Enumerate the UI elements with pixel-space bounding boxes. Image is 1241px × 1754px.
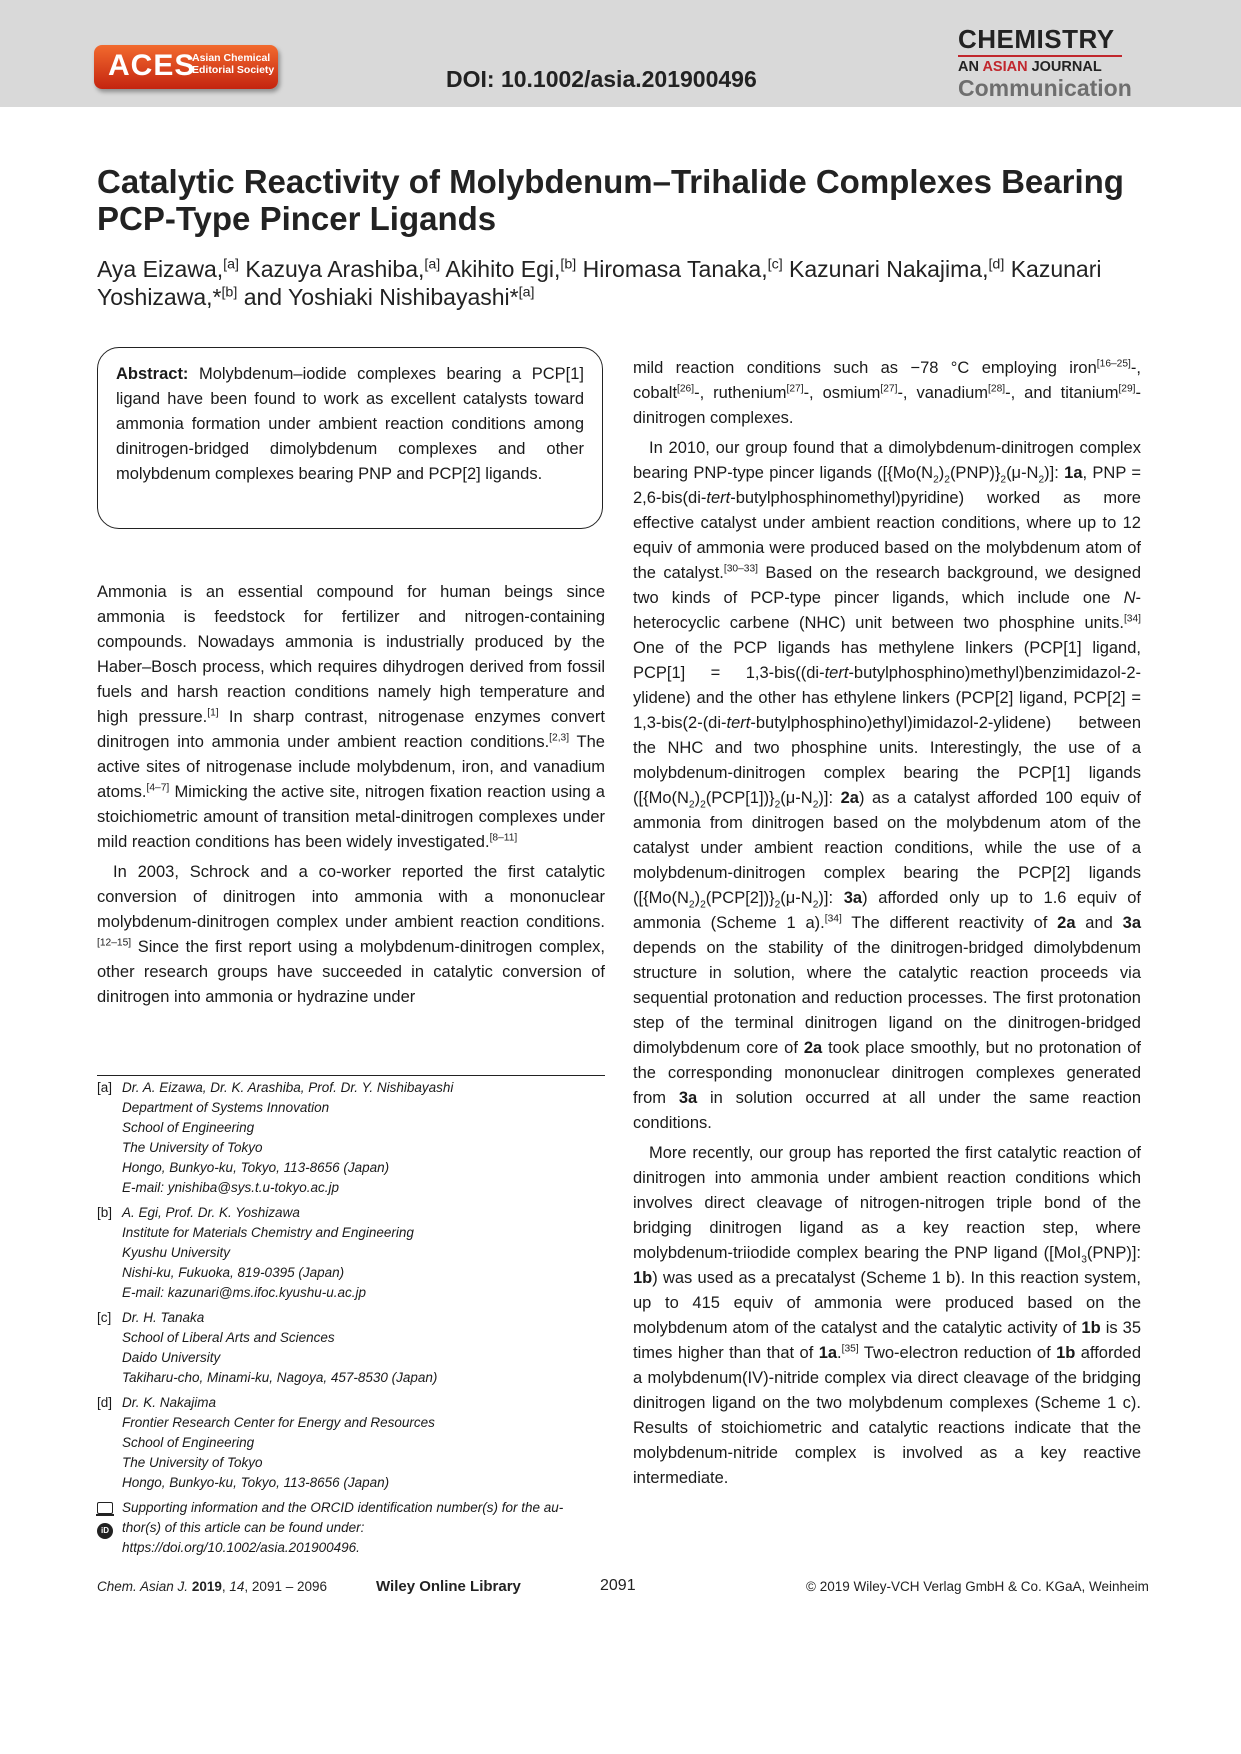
text-run: -, cobalt — [633, 359, 1141, 402]
footnote-rule — [97, 1075, 605, 1076]
text-run: (PCP[1])} — [705, 789, 775, 807]
affiliations — [97, 1078, 605, 1558]
compound-label: 3a — [678, 1089, 698, 1107]
abstract-label: Abstract: — [116, 365, 189, 383]
affiliation-item — [97, 1308, 605, 1388]
text-run: (μ-N — [780, 889, 813, 907]
author-name: Kazuya Arashiba, — [245, 256, 425, 282]
supporting-line: Supporting information and the ORCID identification number(s) for the au- — [122, 1500, 564, 1515]
affiliation-line: Frontier Research Center for Energy and Resources — [122, 1415, 435, 1430]
doi[interactable]: DOI: 10.1002/asia.201900496 — [446, 66, 757, 92]
text-run: is 35 times higher than that of — [633, 1319, 1141, 1362]
author-name: Aya Eizawa, — [97, 256, 224, 282]
page-number: 2091 — [600, 1577, 636, 1594]
aces-logo — [94, 45, 278, 89]
text-run: took place smoothly, but no protonation of the corresponding mononuclear dinitrogen complexes generated from — [633, 1039, 1141, 1107]
text-run: The active sites of nitrogenase include molybdenum, iron, and vanadium atoms. — [97, 733, 605, 801]
italic-text: tert — [706, 489, 731, 507]
text-run: -, and titanium — [1005, 384, 1119, 402]
text-run: One of the PCP ligands has methylene linkers (PCP[1] ligand, PCP[1] = 1,3-bis((di- — [633, 639, 1141, 682]
paragraph — [633, 436, 1141, 1136]
text-run: . — [837, 1344, 842, 1362]
supporting-link[interactable]: https://doi.org/10.1002/asia.201900496. — [122, 1540, 360, 1555]
italic-text: tert — [824, 664, 849, 682]
text-run: ) — [694, 789, 701, 807]
author-name: and Yoshiaki Nishibayashi* — [243, 284, 519, 310]
text-run: The different reactivity of — [841, 914, 1058, 932]
affiliation-label: [b] — [97, 1205, 113, 1220]
affiliation-line: Dr. K. Nakajima — [122, 1395, 217, 1410]
journal-subtitle: AN ASIAN JOURNAL — [958, 59, 1102, 75]
aces-logo-text: ACES — [108, 49, 196, 82]
citation-ref: [1] — [207, 707, 219, 719]
citation-ref: [34] — [1123, 613, 1141, 625]
affiliation-line: Department of Systems Innovation — [122, 1100, 330, 1115]
affiliation-mark: [d] — [988, 256, 1005, 273]
text-run: afforded a molybdenum(IV)-nitride complex via direct cleavage of the bridging dinitrogen ligand on the two molybdenum complexes (Scheme 1 c). Results of stoichiometric and catalytic reactions indicate that the molybdenum-nitride complex is involved as a key reactive intermediate. — [633, 1344, 1141, 1487]
affiliation-line: School of Liberal Arts and Sciences — [122, 1330, 335, 1345]
text-run: In sharp contrast, nitrogenase enzymes convert dinitrogen into ammonia under ambient reaction conditions. — [97, 708, 605, 751]
citation-ref: [34] — [824, 913, 842, 925]
compound-label: 2a — [803, 1039, 823, 1057]
compound-label: 2a — [1057, 914, 1076, 932]
text-run: ) was used as a precatalyst (Scheme 1 b). In this reaction system, up to 415 equiv of ammonia were produced based on the molybdenum atom of the catalyst and the catalytic activity of — [633, 1269, 1141, 1337]
author-name: Hiromasa Tanaka, — [582, 256, 768, 282]
citation-ref: [4–7] — [146, 782, 170, 794]
subscript: 2 — [700, 899, 706, 911]
compound-label: 2a — [840, 789, 859, 807]
citation-ref: [12–15] — [97, 937, 132, 949]
text-run: )]: — [818, 789, 841, 807]
wiley-online-library-link[interactable]: Wiley Online Library — [376, 1578, 521, 1595]
article-title: Catalytic Reactivity of Molybdenum–Trihalide Complexes Bearing PCP-Type Pincer Ligands — [97, 163, 1124, 237]
text-run: -dinitrogen complexes. — [633, 384, 1141, 427]
text-run: depends on the stability of the dinitrogen-bridged dimolybdenum structure in solution, where the catalytic reaction proceeds via sequential protonation and reduction processes. The first protonation step of the terminal dinitrogen ligand on the dinitrogen-bridged dimolybdenum core of — [633, 939, 1141, 1057]
affiliation-line: A. Egi, Prof. Dr. K. Yoshizawa — [122, 1205, 300, 1220]
text-run: -, ruthenium — [694, 384, 787, 402]
affiliation-line: Kyushu University — [122, 1245, 231, 1260]
journal-name: CHEMISTRY — [958, 24, 1115, 54]
citation-ref: [16–25] — [1096, 358, 1131, 370]
affiliation-item — [97, 1203, 605, 1303]
compound-label: 1a — [1064, 464, 1083, 482]
italic-text: tert — [726, 714, 751, 732]
abstract-text: Abstract: Molybdenum–iodide complexes bearing a PCP[1] ligand have been found to work as excellent catalysts toward ammonia formation under ambient reaction conditions among dinitrogen-bridged dimolybdenum complexes and other molybdenum complexes bearing PNP and PCP[2] ligands. — [116, 365, 585, 483]
affiliation-line: Takiharu-cho, Minami-ku, Nagoya, 457-8530 (Japan) — [122, 1370, 438, 1385]
citation-ref: [2,3] — [549, 732, 570, 744]
text-run: -, osmium — [803, 384, 881, 402]
text-run: ) as a catalyst afforded 100 equiv of ammonia from dinitrogen based on the molybdenum atom of the catalyst under ambient reaction conditions, while the use of a molybdenum-dinitrogen complex bearing the PCP[2] ligands ([{Mo(N — [633, 789, 1142, 907]
affiliation-mark: [b] — [221, 284, 238, 301]
affiliation-line: Nishi-ku, Fukuoka, 819-0395 (Japan) — [122, 1265, 345, 1280]
author-name: Kazunari Nakajima, — [789, 256, 989, 282]
affiliation-line: The University of Tokyo — [122, 1455, 263, 1470]
text-run: -butylphosphinomethyl)pyridine) worked as more effective catalyst under ambient reaction conditions, where up to 12 equiv of ammonia were produced based on the molybdenum atom of the catalyst. — [633, 489, 1141, 582]
paragraph — [97, 580, 605, 855]
affiliation-item — [97, 1393, 605, 1493]
author-list — [97, 255, 1137, 311]
text-run: Two-electron reduction of — [858, 1344, 1057, 1362]
computer-icon — [97, 1502, 113, 1514]
compound-label: 1b — [1081, 1319, 1101, 1337]
text-run: -, vanadium — [897, 384, 989, 402]
journal-rule — [958, 55, 1122, 57]
text-run: Ammonia is an essential compound for human beings since ammonia is feedstock for fertilizer and nitrogen-containing compounds. Nowadays ammonia is industrially produced by the Haber–Bosch process, which requires dihydrogen derived from fossil fuels and harsh reaction conditions namely high temperature and high pressure. — [97, 583, 605, 726]
affiliation-line: Institute for Materials Chemistry and Engineering — [122, 1225, 414, 1240]
citation-ref: [28] — [988, 383, 1006, 395]
text-run: in solution occurred at all under the same reaction conditions. — [633, 1089, 1141, 1132]
affiliation-item — [97, 1078, 605, 1198]
compound-label: 3a — [843, 889, 863, 907]
text-run: Since the first report using a molybdenum-dinitrogen complex, other research groups have succeeded in catalytic conversion of dinitrogen into ammonia or hydrazine under — [97, 938, 605, 1006]
citation-ref: [27] — [880, 383, 898, 395]
subscript: 2 — [688, 799, 695, 811]
citation-ref: [35] — [841, 1343, 859, 1355]
affiliation-mark: [a] — [424, 256, 441, 273]
text-run: mild reaction conditions such as −78 °C employing iron — [633, 359, 1097, 377]
article-type: Communication — [958, 75, 1132, 101]
compound-label: 1b — [1056, 1344, 1076, 1362]
text-run: , PNP = 2,6-bis(di- — [633, 464, 1141, 507]
aces-society-name: Asian Chemical Editorial Society — [192, 52, 275, 76]
author-name: Akihito Egi, — [445, 256, 561, 282]
paragraph — [633, 356, 1141, 431]
body-right-column — [633, 356, 1141, 1496]
text-run: Based on the research background, we designed two kinds of PCP-type pincer ligands, which include one — [633, 564, 1141, 607]
text-run: ) — [938, 464, 945, 482]
text-run: and — [1075, 914, 1123, 932]
affiliation-line: Dr. A. Eizawa, Dr. K. Arashiba, Prof. Dr. Y. Nishibayashi — [122, 1080, 454, 1095]
subscript: 2 — [944, 474, 950, 486]
email-link[interactable]: E-mail: kazunari@ms.ifoc.kyushu-u.ac.jp — [122, 1285, 367, 1300]
citation-ref: [27] — [786, 383, 804, 395]
citation-ref: [8–11] — [489, 832, 518, 844]
affiliation-mark: [c] — [767, 256, 783, 273]
affiliation-label: [c] — [97, 1310, 112, 1325]
author-name: Kazunari Yoshizawa,* — [97, 256, 1102, 310]
citation-ref: [26] — [677, 383, 695, 395]
compound-label: 1a — [818, 1344, 838, 1362]
text-run: In 2010, our group found that a dimolybdenum-dinitrogen complex bearing PNP-type pincer ligands ([{Mo(N — [633, 439, 1141, 482]
text-run: Mimicking the active site, nitrogen fixation reaction using a stoichiometric amount of transition metal-dinitrogen complexes under mild reaction conditions has been widely investigated. — [97, 783, 605, 851]
text-run: (PCP[2])} — [705, 889, 775, 907]
subscript: 2 — [812, 899, 819, 911]
affiliation-line: School of Engineering — [122, 1435, 255, 1450]
paragraph — [97, 860, 605, 1010]
text-run: )]: — [818, 889, 844, 907]
citation-ref: [29] — [1118, 383, 1136, 395]
subscript: 2 — [774, 899, 781, 911]
text-run: ) afforded only up to 1.6 equiv of ammonia (Scheme 1 a). — [633, 889, 1142, 932]
text-run: More recently, our group has reported the first catalytic reaction of dinitrogen into ammonia under ambient reaction conditions which involves direct cleavage of nitrogen-nitrogen triple bond of the bridging dinitrogen ligand as a key reaction step, where molybdenum-triiodide complex bearing the PNP ligand ([MoI — [633, 1144, 1141, 1262]
affiliation-mark: [b] — [560, 256, 577, 273]
subscript: 2 — [688, 899, 695, 911]
subscript: 2 — [700, 799, 706, 811]
affiliation-line: School of Engineering — [122, 1120, 255, 1135]
text-run: (μ-N — [780, 789, 813, 807]
italic-text: N — [1123, 589, 1136, 607]
affiliation-line: Hongo, Bunkyo-ku, Tokyo, 113-8656 (Japan) — [122, 1160, 390, 1175]
affiliation-mark: [a] — [518, 284, 535, 301]
text-run: (PNP)]: — [1086, 1244, 1141, 1262]
affiliation-line: The University of Tokyo — [122, 1140, 263, 1155]
copyright: © 2019 Wiley-VCH Verlag GmbH & Co. KGaA, Weinheim — [806, 1579, 1149, 1594]
text-run: (μ-N — [1006, 464, 1039, 482]
body-left-column — [97, 580, 605, 1015]
subscript: 2 — [812, 799, 819, 811]
citation: Chem. Asian J. 2019, 14, 2091 – 2096 — [97, 1579, 327, 1594]
text-run: -heterocyclic carbene (NHC) unit between two phosphine units. — [633, 589, 1141, 632]
text-run: In 2003, Schrock and a co-worker reported the first catalytic conversion of dinitrogen into ammonia with a mononuclear molybdenum-dinitrogen complex under ambient reaction conditions. — [97, 863, 605, 931]
page-header — [0, 0, 1241, 107]
affiliation-label: [a] — [97, 1080, 113, 1095]
supporting-line: thor(s) of this article can be found under: — [122, 1520, 365, 1535]
subscript: 2 — [933, 474, 939, 486]
supporting-info — [97, 1498, 605, 1558]
affiliation-mark: [a] — [223, 256, 239, 273]
text-run: (PNP)} — [949, 464, 1001, 482]
subscript: 2 — [1038, 474, 1045, 486]
affiliation-line: Dr. H. Tanaka — [122, 1310, 205, 1325]
text-run: )]: — [1044, 464, 1065, 482]
compound-label: 3a — [1122, 914, 1142, 932]
abstract-box — [97, 347, 603, 529]
subscript: 2 — [1000, 474, 1007, 486]
paragraph — [633, 1141, 1141, 1491]
text-run: -butylphosphino)ethyl)imidazol-2-ylidene) between the NHC and two phosphine units. Interestingly, the use of a molybdenum-dinitrogen complex bearing the PCP[1] ligands ([{Mo(N — [633, 714, 1141, 807]
text-run: ) — [694, 889, 701, 907]
affiliation-line: Daido University — [122, 1350, 221, 1365]
orcid-icon: iD — [97, 1523, 113, 1539]
email-link[interactable]: E-mail: ynishiba@sys.t.u-tokyo.ac.jp — [122, 1180, 340, 1195]
compound-label: 1b — [633, 1269, 653, 1287]
subscript: 2 — [774, 799, 781, 811]
subscript: 3 — [1081, 1254, 1087, 1266]
text-run: -butylphosphino)methyl)benzimidazol-2-ylidene) and the other has ethylene linkers (PCP[2] ligand, PCP[2] = 1,3-bis(2-(di- — [633, 664, 1141, 732]
affiliation-line: Hongo, Bunkyo-ku, Tokyo, 113-8656 (Japan) — [122, 1475, 390, 1490]
affiliation-label: [d] — [97, 1395, 113, 1410]
citation-ref: [30–33] — [723, 563, 758, 575]
